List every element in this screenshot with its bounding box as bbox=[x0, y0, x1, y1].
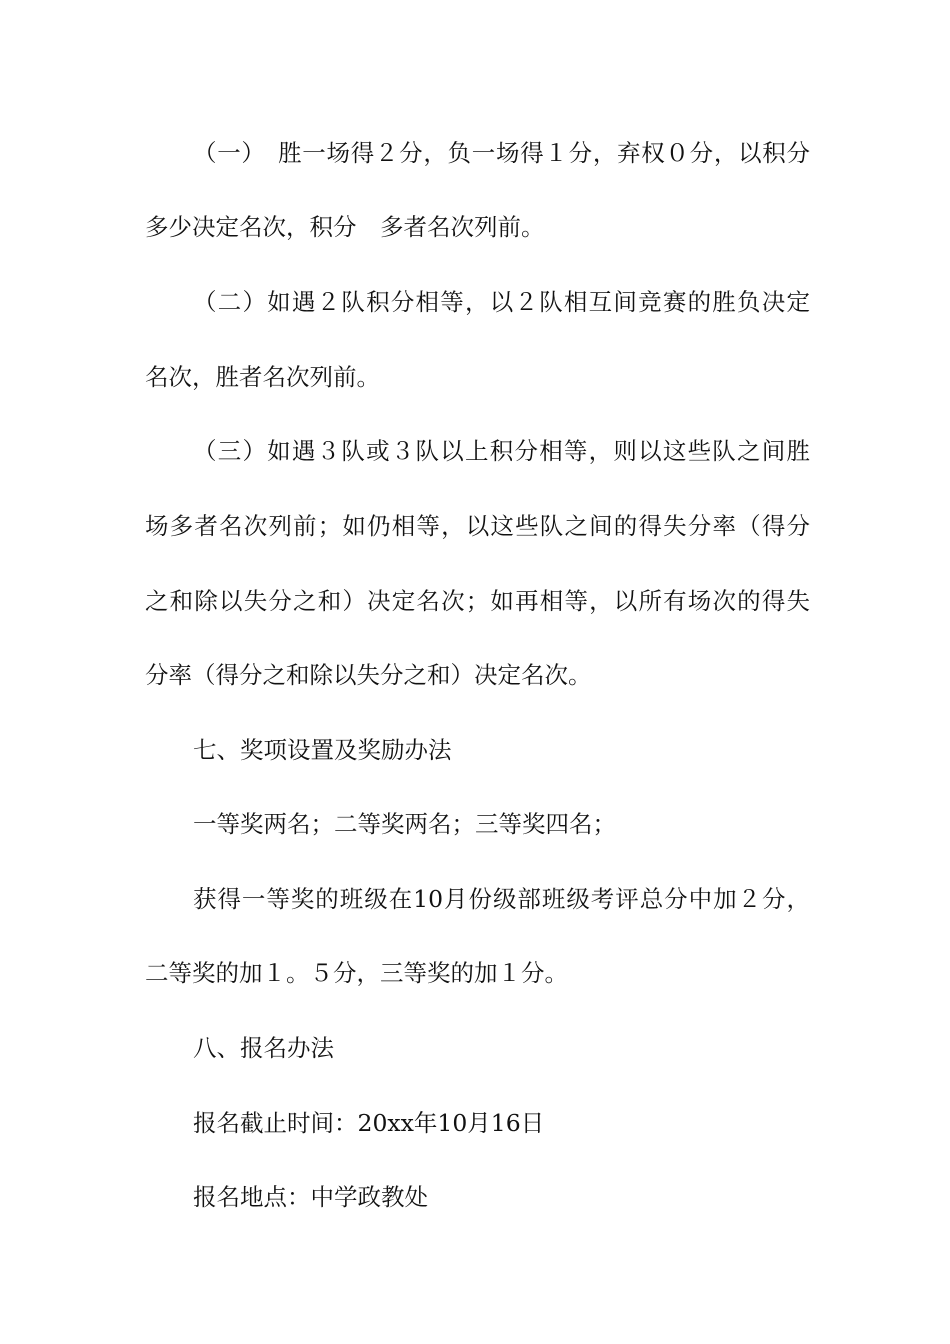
registration-location: 报名地点：中学政教处 bbox=[193, 1183, 428, 1211]
awards-count: 一等奖两名；二等奖两名；三等奖四名； bbox=[193, 810, 616, 838]
rule-two-line-1: （二）如遇２队积分相等，以２队相互间竞赛的胜负决定 bbox=[193, 288, 810, 316]
rule-one-line-1: （一） 胜一场得２分，负一场得１分，弃权０分，以积分 bbox=[193, 139, 810, 167]
section-eight-heading: 八、报名办法 bbox=[193, 1034, 334, 1062]
rule-one-line-2: 多少决定名次，积分 多者名次列前。 bbox=[145, 213, 545, 241]
registration-deadline: 报名截止时间：20xx年10月16日 bbox=[193, 1109, 545, 1137]
rule-three-line-1: （三）如遇３队或３队以上积分相等，则以这些队之间胜 bbox=[193, 437, 810, 465]
rule-three-line-3: 之和除以失分之和）决定名次；如再相等，以所有场次的得失 bbox=[145, 587, 810, 615]
rule-three-line-2: 场多者名次列前；如仍相等，以这些队之间的得失分率（得分 bbox=[145, 512, 810, 540]
rule-two-line-2: 名次，胜者名次列前。 bbox=[145, 363, 380, 391]
awards-detail-line-1: 获得一等奖的班级在10月份级部班级考评总分中加２分， bbox=[193, 885, 810, 913]
awards-detail-line-2: 二等奖的加１。５分，三等奖的加１分。 bbox=[145, 959, 568, 987]
section-seven-heading: 七、奖项设置及奖励办法 bbox=[193, 736, 452, 764]
rule-three-line-4: 分率（得分之和除以失分之和）决定名次。 bbox=[145, 661, 592, 689]
